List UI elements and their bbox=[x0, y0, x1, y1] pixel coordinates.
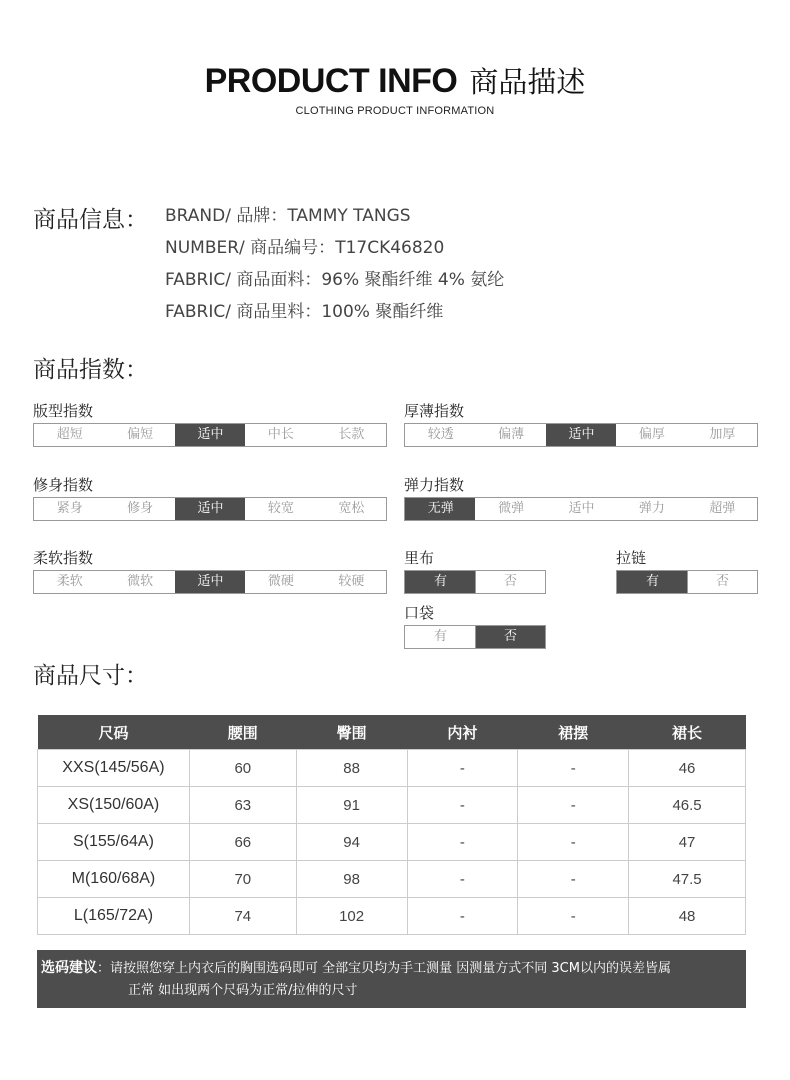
index-scale bbox=[404, 423, 758, 447]
index-option: 否 bbox=[687, 571, 757, 593]
index-option: 较宽 bbox=[267, 501, 294, 516]
index-option: 微软 bbox=[127, 574, 154, 589]
info-label: FABRIC/ 商品里料： bbox=[165, 302, 322, 322]
table-row bbox=[38, 787, 746, 824]
index-group-tanli bbox=[404, 475, 758, 521]
column-header: 内衬 bbox=[407, 715, 518, 750]
column-header: 腰围 bbox=[189, 715, 296, 750]
table-cell: 102 bbox=[296, 898, 407, 935]
index-option: 超短 bbox=[56, 427, 83, 442]
index-option: 宽松 bbox=[338, 501, 365, 516]
table-cell: - bbox=[407, 750, 518, 787]
advice-title: 选码建议 bbox=[41, 960, 97, 976]
index-option: 有 bbox=[433, 629, 447, 644]
index-option: 偏厚 bbox=[638, 427, 665, 442]
index-group-xiushen bbox=[33, 475, 387, 521]
info-label: NUMBER/ 商品编号： bbox=[165, 238, 336, 258]
table-cell: - bbox=[518, 861, 629, 898]
index-group-banxing bbox=[33, 401, 387, 447]
index-label: 拉链 bbox=[616, 549, 647, 567]
index-scale bbox=[33, 497, 387, 521]
index-option: 中长 bbox=[267, 427, 294, 442]
info-value: 100% 聚酯纤维 bbox=[321, 302, 444, 322]
index-option: 适中 bbox=[568, 501, 595, 516]
product-info-list bbox=[165, 202, 504, 330]
index-scale bbox=[404, 625, 546, 649]
table-cell: 47 bbox=[629, 824, 746, 861]
index-option: 微硬 bbox=[267, 574, 294, 589]
index-scale bbox=[404, 570, 546, 594]
index-option: 有 bbox=[617, 571, 687, 593]
column-header: 尺码 bbox=[38, 715, 190, 750]
index-option: 适中 bbox=[546, 424, 616, 446]
table-cell: 91 bbox=[296, 787, 407, 824]
size-table bbox=[37, 715, 746, 935]
info-value: 96% 聚酯纤维 4% 氨纶 bbox=[321, 270, 505, 290]
index-option: 否 bbox=[475, 571, 545, 593]
table-cell: - bbox=[407, 898, 518, 935]
title-english: PRODUCT INFO bbox=[204, 62, 458, 100]
index-label: 柔软指数 bbox=[33, 549, 94, 567]
table-cell: - bbox=[518, 787, 629, 824]
index-group-libu bbox=[404, 548, 546, 594]
table-cell: - bbox=[407, 861, 518, 898]
index-group-houbo bbox=[404, 401, 758, 447]
table-row bbox=[38, 824, 746, 861]
table-cell: 60 bbox=[189, 750, 296, 787]
table-cell: 70 bbox=[189, 861, 296, 898]
index-scale bbox=[33, 570, 387, 594]
index-scale bbox=[616, 570, 758, 594]
index-label: 里布 bbox=[404, 549, 435, 567]
table-cell: - bbox=[407, 787, 518, 824]
index-option: 无弹 bbox=[405, 498, 475, 520]
index-scale bbox=[404, 497, 758, 521]
index-option: 适中 bbox=[175, 571, 245, 593]
table-cell: - bbox=[518, 824, 629, 861]
table-cell: 63 bbox=[189, 787, 296, 824]
column-header: 裙长 bbox=[629, 715, 746, 750]
product-info-title: 商品信息： bbox=[33, 207, 148, 233]
table-cell: 74 bbox=[189, 898, 296, 935]
index-label: 厚薄指数 bbox=[404, 402, 465, 420]
index-option: 加厚 bbox=[709, 427, 736, 442]
info-line-brand bbox=[165, 202, 504, 234]
info-line-number bbox=[165, 234, 504, 266]
table-cell: 46 bbox=[629, 750, 746, 787]
index-option: 长款 bbox=[338, 427, 365, 442]
table-cell: S(155/64A) bbox=[38, 824, 190, 861]
table-row bbox=[38, 898, 746, 935]
table-cell: - bbox=[407, 824, 518, 861]
table-cell: XS(150/60A) bbox=[38, 787, 190, 824]
index-option: 适中 bbox=[175, 424, 245, 446]
table-cell: - bbox=[518, 898, 629, 935]
page-header bbox=[0, 60, 790, 117]
advice-text-1: ：请按照您穿上内衣后的胸围选码即可 全部宝贝均为手工测量 因测量方式不同 3CM以内的误差皆属 bbox=[97, 961, 671, 976]
index-scale bbox=[33, 423, 387, 447]
index-option: 否 bbox=[475, 626, 545, 648]
product-size-title: 商品尺寸： bbox=[33, 663, 148, 689]
info-label: FABRIC/ 商品面料： bbox=[165, 270, 322, 290]
index-option: 超弹 bbox=[709, 501, 736, 516]
index-group-lalian bbox=[616, 548, 758, 594]
title-chinese: 商品描述 bbox=[469, 65, 586, 99]
index-option: 修身 bbox=[127, 501, 154, 516]
info-line-fabric bbox=[165, 266, 504, 298]
page-title bbox=[0, 60, 790, 101]
table-cell: L(165/72A) bbox=[38, 898, 190, 935]
table-cell: 88 bbox=[296, 750, 407, 787]
table-header-row bbox=[38, 715, 746, 750]
index-label: 修身指数 bbox=[33, 476, 94, 494]
size-advice-box bbox=[37, 950, 746, 1008]
table-cell: 98 bbox=[296, 861, 407, 898]
index-label: 口袋 bbox=[404, 604, 435, 622]
index-label: 弹力指数 bbox=[404, 476, 465, 494]
index-option: 有 bbox=[405, 571, 475, 593]
index-label: 版型指数 bbox=[33, 402, 94, 420]
info-value: TAMMY TANGS bbox=[287, 206, 411, 226]
page-subtitle: CLOTHING PRODUCT INFORMATION bbox=[295, 105, 495, 117]
index-option: 紧身 bbox=[56, 501, 83, 516]
table-cell: 66 bbox=[189, 824, 296, 861]
product-index-title: 商品指数： bbox=[33, 357, 148, 383]
column-header: 臀围 bbox=[296, 715, 407, 750]
index-option: 柔软 bbox=[56, 574, 83, 589]
table-row bbox=[38, 750, 746, 787]
info-label: BRAND/ 品牌： bbox=[165, 206, 288, 226]
table-cell: XXS(145/56A) bbox=[38, 750, 190, 787]
index-group-koudai bbox=[404, 603, 546, 649]
index-group-rouruan bbox=[33, 548, 387, 594]
table-cell: 47.5 bbox=[629, 861, 746, 898]
index-option: 偏薄 bbox=[498, 427, 525, 442]
info-line-lining bbox=[165, 298, 504, 330]
table-cell: - bbox=[518, 750, 629, 787]
table-cell: M(160/68A) bbox=[38, 861, 190, 898]
index-option: 弹力 bbox=[638, 501, 665, 516]
table-cell: 46.5 bbox=[629, 787, 746, 824]
index-option: 偏短 bbox=[127, 427, 154, 442]
advice-text-2: 正常 如出现两个尺码为正常/拉伸的尺寸 bbox=[128, 983, 358, 998]
table-row bbox=[38, 861, 746, 898]
info-value: T17CK46820 bbox=[335, 238, 445, 258]
column-header: 裙摆 bbox=[518, 715, 629, 750]
table-cell: 94 bbox=[296, 824, 407, 861]
index-option: 较硬 bbox=[338, 574, 365, 589]
index-option: 微弹 bbox=[498, 501, 525, 516]
index-option: 适中 bbox=[175, 498, 245, 520]
index-option: 较透 bbox=[427, 427, 454, 442]
advice-line-1 bbox=[41, 957, 736, 980]
table-cell: 48 bbox=[629, 898, 746, 935]
